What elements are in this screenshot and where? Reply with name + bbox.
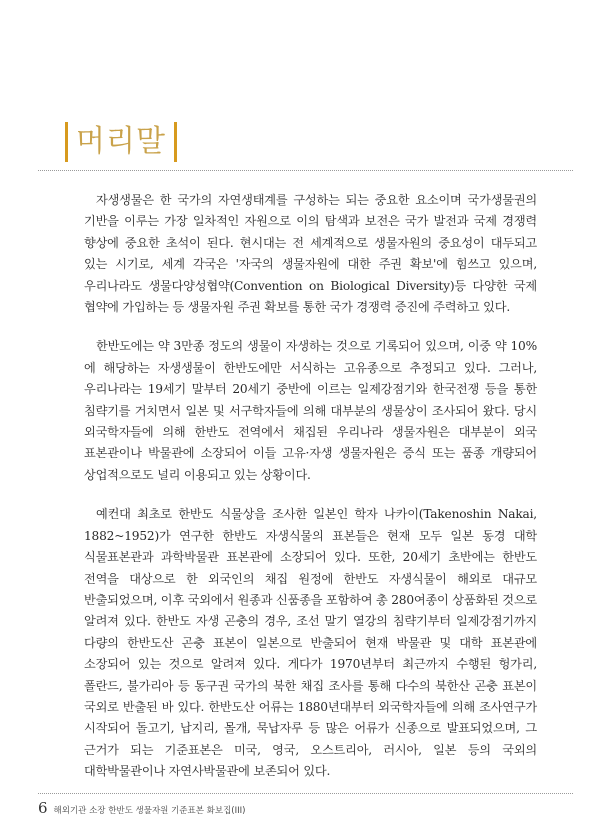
- body-text: [84, 190, 537, 801]
- header-divider: [38, 170, 573, 171]
- paragraph-3: 예컨대 최초로 한반도 식물상을 조사한 일본인 학자 나카이(Takenoshin Nakai, 1882~1952)가 연구한 한반도 자생식물의 표본들은 현재 모두 일본 동경 대학 식물표본관과 과학박물관 표본관에 소장되어 있다. 또한, 20세기 초반에는 한반도 전역을 대상으로 한 외국인의 채집 원정에 한반도 자생식물이 해외로 대규모 반출되었으며, 이후 국외에서 원종과 신품종을 포함하여 총 280여종이 상품화된 것으로 알려져 있다. 한반도 자생 곤충의 경우, 조선 말기 열강의 침략기부터 일제강점기까지 다량의 한반도산 곤충 표본이 일본으로 반출되어 현재 박물관 및 대학 표본관에 소장되어 있는 것으로 알려져 있다. 게다가 1970년부터 최근까지 수행된 헝가리, 폴란드, 불가리아 등 동구권 국가의 북한 채집 조사를 통해 다수의 북한산 곤충 표본이 국외로 반출된 바 있다. 한반도산 어류는 1880년대부터 외국학자들에 의해 조사연구가 시작되어 돌고기, 납지리, 몰개, 묵납자루 등 많은 어류가 신종으로 발표되었으며, 그 근거가 되는 기준표본은 미국, 영국, 오스트리아, 러시아, 일본 등의 국외의 대학박물관이나 자연사박물관에 보존되어 있다.: [84, 507, 537, 779]
- heading-left-bar: [65, 122, 68, 162]
- heading-right-bar: [174, 122, 177, 162]
- page-footer: [38, 799, 245, 817]
- page-title: 머리말: [76, 124, 166, 159]
- book-title: 해외기관 소장 한반도 생물자원 기준표본 화보집(III): [53, 806, 246, 816]
- paragraph-1: 자생생물은 한 국가의 자연생태계를 구성하는 되는 중요한 요소이며 국가생물권의 기반을 이루는 가장 일차적인 자원으로 이의 탐색과 보전은 국가 발전과 국제 경쟁력 향상에 중요한 초석이 된다. 현시대는 전 세계적으로 생물자원의 중요성이 대두되고 있는 시기로, 세계 각국은 '자국의 생물자원에 대한 주권 확보'에 힘쓰고 있으며, 우리나라도 생물다양성협약(Convention on Biological Diversity)등 다양한 국제 협약에 가입하는 등 생물자원 주권 확보를 통한 국가 경쟁력 증진에 주력하고 있다.: [84, 193, 537, 315]
- footer-divider: [38, 793, 573, 794]
- page-number: 6: [38, 799, 48, 817]
- section-heading: [65, 122, 177, 162]
- paragraph-2: 한반도에는 약 3만종 정도의 생물이 자생하는 것으로 기록되어 있으며, 이중 약 10%에 해당하는 자생생물이 한반도에만 서식하는 고유종으로 추정되고 있다. 그러나, 우리나라는 19세기 말부터 20세기 중반에 이르는 일제강점기와 한국전쟁 등을 통한 침략기를 거치면서 일본 및 서구학자들에 의해 대부분의 생물상이 조사되어 왔다. 당시 외국학자들에 의해 한반도 전역에서 채집된 우리나라 생물자원은 대부분이 외국 표본관이나 박물관에 소장되어 이들 고유·자생 생물자원은 증식 또는 품종 개량되어 상업적으로도 널리 이용되고 있는 상황이다.: [84, 339, 537, 482]
